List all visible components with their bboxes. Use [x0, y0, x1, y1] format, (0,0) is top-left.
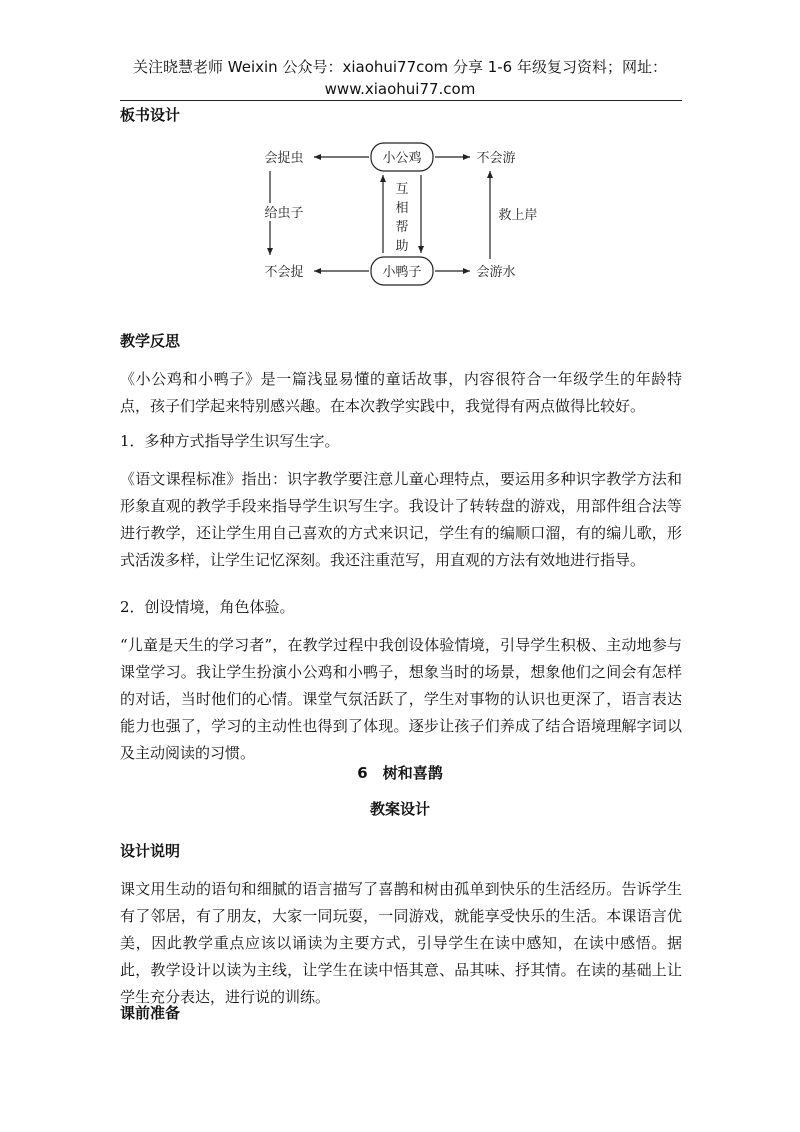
help-char-2: 相: [395, 201, 409, 216]
page-header: [120, 56, 680, 100]
reflection-point-2-title: 2．创设情境，角色体验。: [120, 598, 295, 616]
preparation-heading: 课前准备: [120, 1004, 181, 1022]
catch-bug-label: 会捉虫: [264, 151, 304, 166]
reflection-point-2-body: “儿童是天生的学习者”，在教学过程中我创设体验情境，引导学生积极、主动地参与课堂学习。我让学生扮演小公鸡和小鸭子，想象当时的场景，想象他们之间会有怎样的对话，当时他们的心情。课堂气氛活跃了，学生对事物的认识也更深了，语言表达能力也强了，学习的主动性也得到了体现。逐步让孩子们养成了结合语境理解字词以及主动阅读的习惯。: [120, 636, 682, 762]
give-bug-label: 给虫子: [264, 206, 304, 221]
board-design-heading: 板书设计: [120, 106, 181, 124]
help-char-1: 互: [395, 182, 409, 197]
cannot-swim-label: 不会游: [476, 151, 516, 166]
header-divider: [120, 100, 682, 101]
lesson-title: 6 树和喜鹊: [357, 764, 443, 782]
design-notes-heading: 设计说明: [120, 842, 181, 860]
rescue-label: 救上岸: [498, 208, 538, 223]
header-line-1: 关注晓慧老师 Weixin 公众号：xiaohui77com 分享 1-6 年级复习资料；网址：: [133, 58, 667, 76]
reflection-intro: 《小公鸡和小鸭子》是一篇浅显易懂的童话故事，内容很符合一年级学生的年龄特点，孩子们学起来特别感兴趣。在本次教学实践中，我觉得有两点做得比较好。: [120, 370, 682, 415]
help-char-4: 助: [395, 239, 409, 254]
design-notes-body: 课文用生动的语句和细腻的语言描写了喜鹊和树由孤单到快乐的生活经历。告诉学生有了邻居，有了朋友，大家一同玩耍，一同游戏，就能享受快乐的生活。本课语言优美，因此教学重点应该以诵读为主要方式，引导学生在读中感知，在读中感悟。据此，教学设计以读为主线，让学生在读中悟其意、品其味、抒其情。在读的基础上让学生充分表达，进行说的训练。: [120, 880, 682, 1006]
reflection-heading: 教学反思: [120, 332, 181, 350]
lesson-subtitle: 教案设计: [369, 800, 430, 818]
reflection-point-1-body: 《语文课程标准》指出：识字教学要注意儿童心理特点，要运用多种识字教学方法和形象直观的教学手段来指导学生识写生字。我设计了转转盘的游戏，用部件组合法等进行教学，还让学生用自己喜欢的方式来识记，学生有的编顺口溜，有的编儿歌，形式活泼多样，让学生记忆深刻。我还注重范写，用直观的方法有效地进行指导。: [120, 470, 682, 569]
header-line-2: www.xiaohui77.com: [324, 80, 476, 98]
duckling-label: 小鸭子: [382, 265, 422, 280]
rooster-label: 小公鸡: [382, 151, 422, 166]
board-diagram: [250, 135, 540, 290]
help-char-3: 帮: [395, 220, 409, 235]
can-swim-label: 会游水: [476, 265, 516, 280]
cannot-catch-label: 不会捉: [264, 265, 304, 280]
reflection-point-1-title: 1．多种方式指导学生识写生字。: [120, 432, 340, 450]
